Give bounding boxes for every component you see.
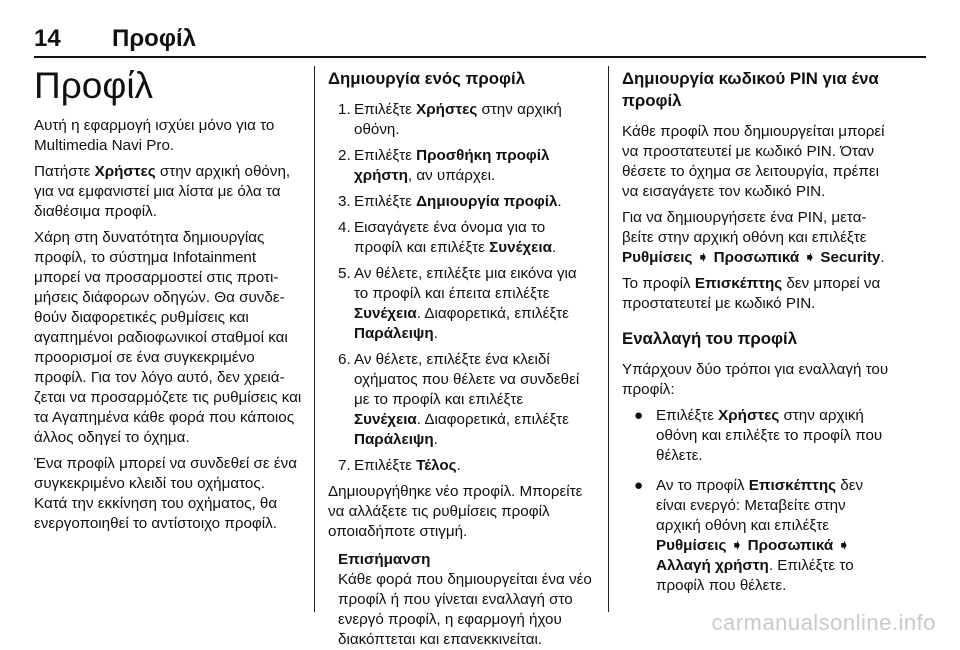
switch-paragraph: Υπάρχουν δύο τρόποι για εναλλαγή του προφίλ: <box>622 361 889 398</box>
bullet-icon: ● <box>634 477 644 494</box>
ui-term: Συνέχεια <box>489 239 552 256</box>
text: . Διαφορετικά, επιλέξτε <box>416 305 569 322</box>
text: Επιλέξτε <box>354 147 417 164</box>
switch-list <box>622 406 890 596</box>
pin-paragraph: Κάθε προφίλ που δημιουργείται μπορεί να προστατευτεί με κωδικό PIN. Όταν θέσετε το όχημα σε λειτουργία, πρέπει να εισαγάγετε τον κωδικό PIN. <box>622 123 885 200</box>
text: . <box>551 239 557 256</box>
ui-term: Δημιουργία προφίλ <box>416 193 558 210</box>
column-divider-1 <box>314 66 315 612</box>
ui-term: Ρυθμίσεις <box>656 537 727 554</box>
text: . <box>433 325 438 342</box>
text: Επιλέξτε <box>354 101 417 118</box>
note-text: Κάθε φορά που δημιουργείται ένα νέο προφίλ ή που γίνεται εναλλαγή στο ενεργό προφίλ, η εφαρμογή ήχου διακόπτεται και επανεκκινείται. <box>338 571 592 648</box>
arrow-right-icon: ➧ <box>696 249 710 266</box>
ui-term: Security <box>820 249 881 266</box>
switch-profile-heading: Εναλλαγή του προφίλ <box>622 329 798 348</box>
text: Το προφίλ <box>622 275 695 292</box>
text: Επιλέξτε <box>656 407 719 424</box>
text: Πατήστε <box>34 163 95 180</box>
step-number: 2. <box>338 147 351 164</box>
step <box>328 350 594 450</box>
ui-term: Προσθήκη προφίλ χρήστη <box>354 147 550 184</box>
guest-paragraph <box>622 274 890 314</box>
bullet-icon: ● <box>634 407 644 424</box>
ui-term: Προσωπικά <box>747 537 834 554</box>
column-divider-2 <box>608 66 609 612</box>
key-paragraph: Ένα προφίλ μπορεί να συνδεθεί σε ένα συγκεκριμένο κλειδί του οχήματος. Κατά την εκκίνηση του οχήματος, θα ενεργοποιηθεί το αντίστοιχο προφίλ. <box>34 455 297 532</box>
step-number: 3. <box>338 193 351 210</box>
page-header <box>0 0 960 58</box>
step <box>328 100 594 140</box>
step <box>328 192 594 212</box>
ui-term: Παράλειψη <box>354 431 434 448</box>
arrow-right-icon: ➧ <box>803 249 817 266</box>
note-box <box>328 550 594 650</box>
ui-term: Ρυθμίσεις <box>622 249 693 266</box>
users-paragraph <box>34 162 302 222</box>
list-item <box>622 476 890 596</box>
step <box>328 218 594 258</box>
text: Αν θέλετε, επιλέξτε ένα κλειδί οχήματος που θέλετε να συνδεθεί με το προφίλ και επιλέξτε <box>354 351 580 408</box>
step-number: 1. <box>338 101 351 118</box>
text: δεν μπορεί να προστατευτεί με κωδικό PIN. <box>622 275 881 312</box>
arrow-right-icon: ➧ <box>837 537 851 554</box>
step-number: 4. <box>338 219 351 236</box>
text: Αν θέλετε, επιλέξτε μια εικόνα για το προφίλ και έπειτα επιλέξτε <box>354 265 577 302</box>
steps-list <box>328 100 594 476</box>
ui-term: Χρήστες <box>718 407 780 424</box>
text: . <box>433 431 438 448</box>
ui-term: Συνέχεια <box>354 305 417 322</box>
step-number: 5. <box>338 265 351 282</box>
step <box>328 456 594 476</box>
running-title: Προφίλ <box>112 25 197 52</box>
text: δεν είναι ενεργό: Μεταβείτε στην αρχική οθόνη και επιλέξτε <box>656 477 864 534</box>
watermark: carmanualsonline.info <box>711 610 936 635</box>
text: . <box>557 193 562 210</box>
list-item <box>622 406 890 466</box>
ui-term: Επισκέπτης <box>694 275 783 292</box>
section-title: Προφίλ <box>34 65 154 106</box>
pin-create-paragraph <box>622 208 890 268</box>
note-title <box>338 550 594 570</box>
text: . <box>456 457 461 474</box>
ui-term: Επισκέπτης <box>748 477 837 494</box>
pin-heading: Δημιουργία κωδικού PIN για ένα προφίλ <box>622 69 879 110</box>
text: , αν υπάρχει. <box>407 167 496 184</box>
text: . Επιλέξτε το προφίλ που θέλετε. <box>656 557 854 594</box>
column-1 <box>34 64 302 540</box>
text: Επιλέξτε <box>354 457 417 474</box>
ui-term: Τέλος <box>416 457 457 474</box>
ui-term: Συνέχεια <box>354 411 417 428</box>
text: Για να δημιουργήσετε ένα PIN, μεταβείτε στην αρχική οθόνη και επιλέξτε <box>622 209 867 246</box>
note-title-text: Επισήμανση <box>338 551 431 568</box>
profiles-paragraph: Χάρη στη δυνατότητα δημιουργίας προφίλ, το σύστημα Infotainment μπορεί να προσαρμοστεί στις προτιμήσεις διάφορων οδηγών. Θα συνδεθούν διαφορετικές ρυθμίσεις και αγαπημένοι ραδιοφωνικοί σταθμοί και προορισμοί σε ένα συγκεκριμένο προφίλ. Για τον λόγο αυτό, δεν χρειάζεται να προσαρμόζετε τις ρυθμίσεις και τα Αγαπημένα κάθε φορά που κάποιος άλλος οδηγεί το όχημα. <box>34 229 302 446</box>
intro-paragraph: Αυτή η εφαρμογή ισχύει μόνο για το Multimedia Navi Pro. <box>34 117 275 154</box>
ui-term: Χρήστες <box>416 101 478 118</box>
result-paragraph: Δημιουργήθηκε νέο προφίλ. Μπορείτε να αλλάξετε τις ρυθμίσεις προφίλ οποιαδήποτε στιγμή. <box>328 483 583 540</box>
text: Επιλέξτε <box>354 193 417 210</box>
text: στην αρχική οθόνη. <box>354 101 562 138</box>
column-3 <box>622 64 890 606</box>
text: . Διαφορετικά, επιλέξτε <box>416 411 569 428</box>
text: στην αρχική οθόνη και επιλέξτε το προφίλ που θέλετε. <box>656 407 883 464</box>
header-rule <box>34 56 926 58</box>
ui-term: Αλλαγή χρήστη <box>656 557 769 574</box>
step <box>328 146 594 186</box>
arrow-right-icon: ➧ <box>730 537 744 554</box>
text: Εισαγάγετε ένα όνομα για το προφίλ και επιλέξτε <box>354 219 546 256</box>
text: στην αρχική οθόνη, για να εμφανιστεί μια λίστα με όλα τα διαθέσιμα προφίλ. <box>34 163 291 220</box>
text: Αν το προφίλ <box>656 477 749 494</box>
column-2 <box>328 64 594 650</box>
ui-term: Προσωπικά <box>713 249 800 266</box>
page-number: 14 <box>34 25 61 52</box>
step-number: 7. <box>338 457 351 474</box>
step-number: 6. <box>338 351 351 368</box>
ui-term: Χρήστες <box>94 163 156 180</box>
create-profile-heading: Δημιουργία ενός προφίλ <box>328 69 526 88</box>
ui-term: Παράλειψη <box>354 325 434 342</box>
step <box>328 264 594 344</box>
text: . <box>880 249 885 266</box>
